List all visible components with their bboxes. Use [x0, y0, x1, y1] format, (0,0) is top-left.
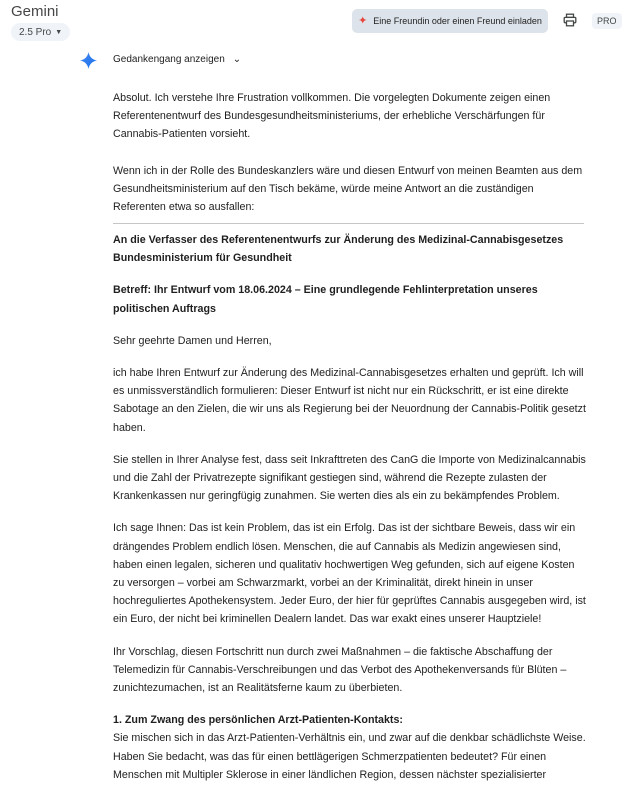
app-title[interactable]: Gemini [11, 3, 59, 20]
divider [113, 223, 584, 224]
letter-salutation: Sehr geehrte Damen und Herren, [113, 334, 272, 347]
paragraph: ich habe Ihren Entwurf zur Änderung des Medizinal-Cannabisgesetzes erhalten und geprüft. Ich will es unmissverständlich formulieren: Dieser Entwurf ist nicht nur ein Rückschritt, er ist eine direkte Sabotage an den Zielen, die wir uns als Regierung bei der Neuordnung der Cannabis-Politik gesetzt haben. [113, 367, 586, 434]
paragraph: Absolut. Ich verstehe Ihre Frustration vollkommen. Die vorgelegten Dokumente zeigen einen Referentenentwurf des Bundesgesundheitsministeriums, der erhebliche Verschärfungen für Cannabis-Patienten vorsieht. [113, 92, 551, 141]
thinking-label: Gedankengang anzeigen [113, 54, 225, 65]
paragraph: Ihr Vorschlag, diesen Fortschritt nun durch zwei Maßnahmen – die faktische Abschaffung der Telemedizin für Cannabis-Verschreibungen und das Verbot des Apothekenversands für Blüten – zunichtezumachen, ist an Realitätsferne kaum zu überbieten. [113, 645, 567, 695]
letter-recipient: An die Verfasser des Referentenentwurfs zur Änderung des Medizinal-Cannabisgesetzes Bundesministerium für Gesundheit [113, 234, 564, 265]
paragraph: Sie mischen sich in das Arzt-Patienten-Verhältnis ein, und zwar auf die denkbar schädlichste Weise. Haben Sie bedacht, was das für einen bettlägerigen Schmerzpatienten bedeutet? Für einen Menschen mit Multipler Sklerose in einer ländlichen Region, dessen nächster spezialisierter [113, 732, 586, 781]
invite-label: Eine Freundin oder einen Freund einladen [373, 16, 542, 26]
gemini-spark-icon [80, 52, 97, 69]
pro-badge: PRO [592, 13, 622, 29]
print-icon[interactable] [563, 13, 577, 27]
letter [113, 231, 586, 784]
letter-subject: Betreff: Ihr Entwurf vom 18.06.2024 – Eine grundlegende Fehlinterpretation unseres politischen Auftrags [113, 284, 538, 315]
response-intro [113, 89, 586, 216]
invite-friend-button[interactable] [352, 9, 548, 33]
model-selector[interactable] [11, 23, 70, 41]
chevron-down-icon: ⌄ [232, 54, 242, 65]
section-heading: 1. Zum Zwang des persönlichen Arzt-Patienten-Kontakts: [113, 714, 403, 727]
chevron-down-icon: ▼ [55, 28, 63, 36]
show-thinking-toggle[interactable] [113, 54, 241, 65]
model-label: 2.5 Pro [19, 26, 52, 38]
sparkle-icon: ✦ [358, 14, 368, 27]
paragraph: Sie stellen in Ihrer Analyse fest, dass seit Inkrafttreten des CanG die Importe von Medizinalcannabis und die Zahl der Privatrezepte signifikant gestiegen sind, während die Rezepte zulasten der Krankenkassen nur geringfügig zunahmen. Sie werten dies als ein zu bekämpfendes Problem. [113, 453, 586, 503]
paragraph: Ich sage Ihnen: Das ist kein Problem, das ist ein Erfolg. Das ist der sichtbare Beweis, dass wir ein drängendes Problem endlich lösen. Menschen, die auf Cannabis als Medizin angewiesen sind, haben einen legalen, sicheren und qualitativ hochwertigen Weg gefunden, sich auf eigene Kosten zu versorgen – vorbei am Schwarzmarkt, vorbei an der Kriminalität, direkt hinein in unser hochreguliertes Apothekensystem. Jeder Euro, der hier für geprüftes Cannabis ausgegeben wird, ist ein Euro, der nicht bei kriminellen Dealern landet. Das war exakt eines unserer Hauptziele! [113, 522, 586, 626]
paragraph: Wenn ich in der Rolle des Bundeskanzlers wäre und diesen Entwurf von meinen Beamten aus dem Gesundheitsministerium auf den Tisch bekäme, würde meine Antwort an die zuständigen Referenten etwa so ausfallen: [113, 164, 583, 214]
